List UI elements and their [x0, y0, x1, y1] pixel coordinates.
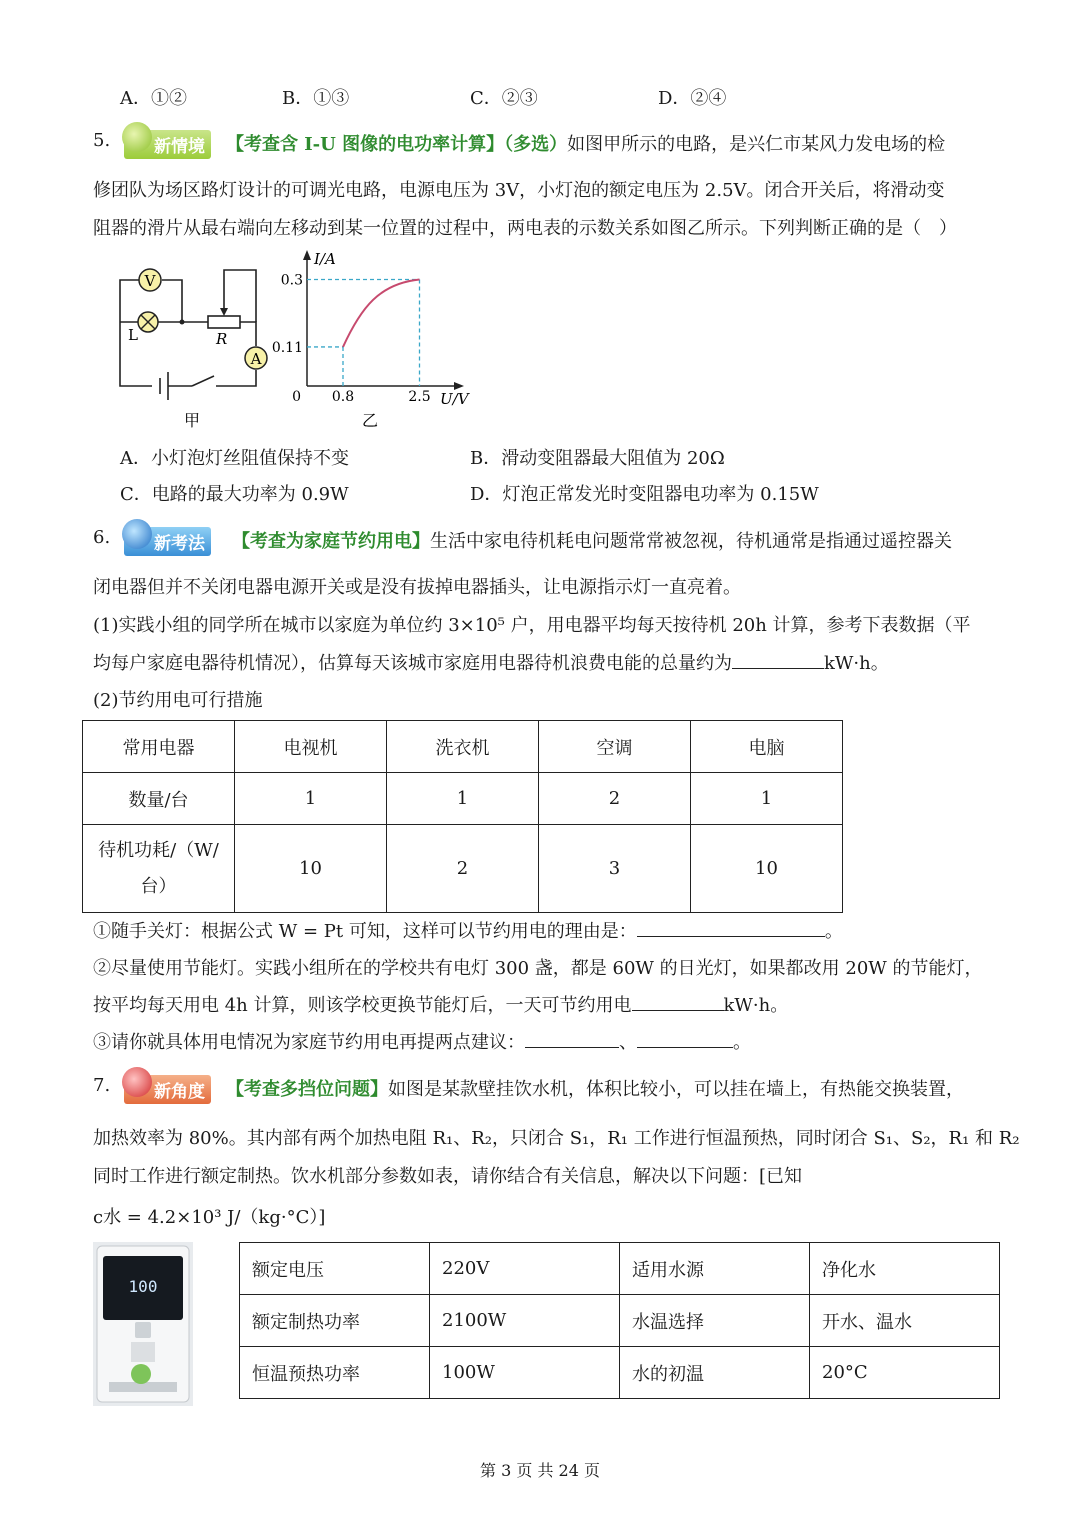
circuit-caption: 甲 [184, 411, 201, 430]
q6-measure-3: ③请你就具体用电情况为家庭节约用电再提两点建议： 、 。 [93, 1032, 751, 1053]
iu-curve [343, 280, 420, 347]
q5-line3: 阻器的滑片从最右端向左移动到某一位置的过程中，两电表的示数关系如图乙所示。下列判断正确的是（ ） [93, 218, 957, 239]
table-cell: 1 [235, 773, 387, 825]
table-cell: 3 [539, 825, 691, 913]
rheostat-label: R [216, 330, 228, 348]
table-cell: 10 [235, 825, 387, 913]
slider-arrow-icon [220, 308, 228, 316]
table-cell: 1 [691, 773, 843, 825]
q4-option-d: D．②④ [658, 88, 727, 109]
table-cell: 2 [387, 825, 539, 913]
table-cell: 额定制热功率 [240, 1295, 430, 1347]
table-header: 电脑 [691, 721, 843, 773]
q5-option-b: B．滑动变阻器最大阻值为 20Ω [470, 448, 725, 469]
q5-topic: 【考查含 I-U 图像的电功率计算】（多选） [226, 134, 568, 155]
q6-tag: 新考法 [124, 527, 211, 556]
dispenser-parameter-table [239, 1242, 1000, 1399]
table-header: 洗衣机 [387, 721, 539, 773]
answer-blank[interactable] [632, 1010, 724, 1011]
q7-tag: 新角度 [124, 1075, 211, 1104]
answer-blank[interactable] [732, 668, 824, 669]
answer-blank[interactable] [525, 1047, 619, 1048]
q5-option-d: D．灯泡正常发光时变阻器电功率为 0.15W [470, 484, 819, 505]
q7-line3: 同时工作进行额定制热。饮水机部分参数如表，请你结合有关信息，解决以下问题：[已知 [93, 1166, 803, 1187]
dispenser-display: 100 [128, 1277, 158, 1296]
water-dispenser-image [93, 1242, 193, 1406]
new-situation-badge-icon [122, 122, 152, 152]
table-cell: 1 [387, 773, 539, 825]
table-cell: 20°C [810, 1347, 1000, 1399]
answer-blank[interactable] [637, 1047, 733, 1048]
chart-xtick-0.8: 0.8 [331, 389, 355, 405]
chart-origin: 0 [292, 389, 301, 405]
q7-line2: 加热效率为 80%。其内部有两个加热电阻 R₁、R₂，只闭合 S₁，R₁ 工作进行恒温预热，同时闭合 S₁、S₂，R₁ 和 R₂ [93, 1128, 1020, 1149]
new-angle-badge-icon [122, 1067, 152, 1097]
table-header: 空调 [539, 721, 691, 773]
table-cell: 净化水 [810, 1243, 1000, 1295]
table-cell: 220V [430, 1243, 620, 1295]
chart-ytick-0.11: 0.11 [271, 339, 303, 356]
table-cell: 数量/台 [83, 773, 235, 825]
q7-number: 7. [93, 1075, 111, 1096]
iu-chart [270, 246, 480, 436]
q5-option-a: A．小灯泡灯丝阻值保持不变 [120, 448, 349, 469]
q5-option-c: C．电路的最大功率为 0.9W [120, 484, 349, 505]
table-cell: 恒温预热功率 [240, 1347, 430, 1399]
new-method-badge-icon [122, 519, 152, 549]
table-cell: 额定电压 [240, 1243, 430, 1295]
q6-first-line: 【考查为家庭节约用电】生活中家电待机耗电问题常常被忽视，待机通常是指通过遥控器关 [232, 531, 952, 552]
q5-number: 5. [93, 130, 111, 151]
page-footer: 第 3 页 共 24 页 [480, 1461, 600, 1480]
q6-part1-line2: 均每户家庭电器待机情况），估算每天该城市家庭用电器待机浪费电能的总量约为 kW·h。 [93, 653, 889, 674]
svg-text:V: V [144, 272, 156, 290]
table-header: 常用电器 [83, 721, 235, 773]
table-cell: 100W [430, 1347, 620, 1399]
chart-caption: 乙 [362, 411, 379, 430]
q5-first-line: 【考查含 I-U 图像的电功率计算】（多选）如图甲所示的电路，是兴仁市某风力发电场的检 [226, 134, 946, 155]
table-cell: 待机功耗/（W/ 台） [83, 825, 235, 913]
table-cell: 水的初温 [620, 1347, 810, 1399]
lamp-icon [138, 312, 158, 332]
standby-power-table [82, 720, 843, 913]
svg-text:A: A [250, 350, 262, 368]
q6-measure-2-line1: ②尽量使用节能灯。实践小组所在的学校共有电灯 300 盏，都是 60W 的日光灯，如果都改用 20W 的节能灯， [93, 958, 983, 979]
chart-ytick-0.3: 0.3 [280, 272, 303, 289]
table-header: 电视机 [235, 721, 387, 773]
q5-tag: 新情境 [124, 130, 211, 159]
q6-part2: (2)节约用电可行措施 [93, 690, 263, 711]
table-cell: 10 [691, 825, 843, 913]
table-cell: 适用水源 [620, 1243, 810, 1295]
q4-option-a: A．①② [120, 88, 187, 109]
voltmeter-icon [139, 269, 161, 291]
lamp-label: L [128, 326, 138, 344]
chart-xtick-2.5: 2.5 [408, 389, 431, 405]
circuit-diagram [108, 258, 278, 438]
answer-blank[interactable] [637, 936, 825, 937]
q4-option-c: C．②③ [470, 88, 538, 109]
q6-number: 6. [93, 527, 111, 548]
q4-option-b: B．①③ [282, 88, 350, 109]
chart-ylabel: I/A [314, 250, 336, 268]
q6-part1-line1: (1)实践小组的同学所在城市以家庭为单位约 3×10⁵ 户，用电器平均每天按待机 20h 计算，参考下表数据（平 [93, 615, 971, 636]
q5-line2: 修团队为场区路灯设计的可调光电路，电源电压为 3V，小灯泡的额定电压为 2.5V。闭合开关后，将滑动变 [93, 180, 945, 201]
x-axis-arrow-icon [454, 382, 464, 390]
table-cell: 开水、温水 [810, 1295, 1000, 1347]
chart-xlabel: U/V [440, 390, 469, 408]
cup-icon [131, 1364, 151, 1384]
q6-line2: 闭电器但并不关闭电器电源开关或是没有拔掉电器插头，让电源指示灯一直亮着。 [93, 577, 741, 598]
ammeter-icon [245, 347, 267, 369]
q6-measure-2-line2: 按平均每天用电 4h 计算，则该学校更换节能灯后，一天可节约用电 kW·h。 [93, 995, 789, 1016]
y-axis-arrow-icon [303, 250, 311, 260]
q6-topic: 【考查为家庭节约用电】 [232, 531, 430, 552]
q7-first-line: 【考查多挡位问题】如图是某款壁挂饮水机，体积比较小，可以挂在墙上，有热能交换装置， [226, 1079, 964, 1100]
q7-topic: 【考查多挡位问题】 [226, 1079, 388, 1100]
table-cell: 2 [539, 773, 691, 825]
q6-measure-1: ①随手关灯：根据公式 W = Pt 可知，这样可以节约用电的理由是： 。 [93, 921, 843, 942]
q7-line4: c水 = 4.2×10³ J/（kg·°C）] [93, 1207, 326, 1228]
table-cell: 水温选择 [620, 1295, 810, 1347]
table-cell: 2100W [430, 1295, 620, 1347]
